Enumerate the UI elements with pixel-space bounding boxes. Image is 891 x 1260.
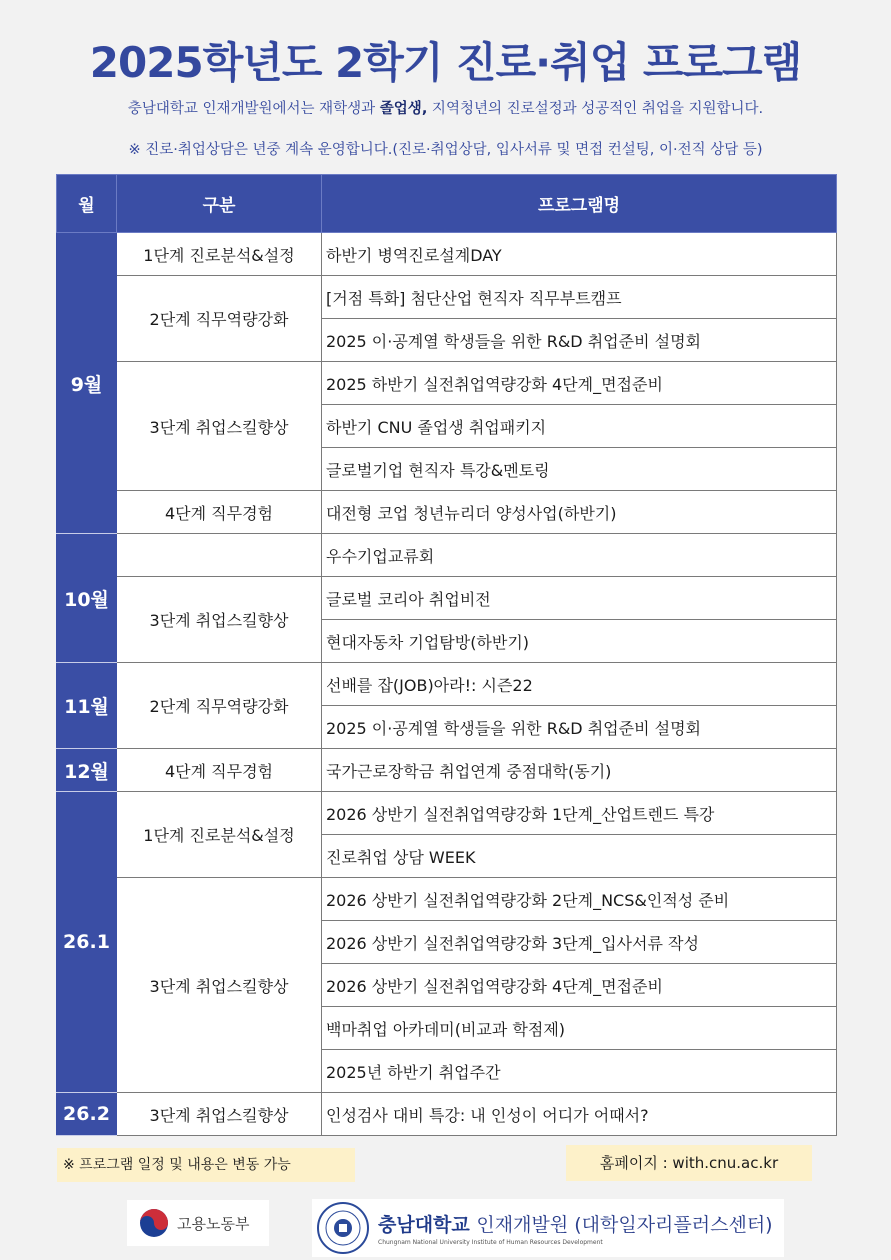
table-row [57,491,837,534]
table-row [57,362,837,405]
stage-cell: 1단계 진로분석&설정 [117,233,322,276]
program-cell: 하반기 CNU 졸업생 취업패키지 [322,405,837,448]
table-row [57,276,837,319]
month-cell: 12월 [57,749,117,792]
program-cell: 2026 상반기 실전취업역량강화 1단계_산업트렌드 특강 [322,792,837,835]
table-row [57,233,837,276]
program-cell: 2026 상반기 실전취업역량강화 4단계_면접준비 [322,964,837,1007]
cnu-name: 충남대학교 [378,1214,470,1236]
header-program: 프로그램명 [322,175,837,233]
month-cell: 9월 [57,233,117,534]
stage-cell: 3단계 취업스킬향상 [117,878,322,1093]
program-cell: 진로취업 상담 WEEK [322,835,837,878]
stage-cell-empty [117,534,322,577]
program-cell: 대전형 코업 청년뉴리더 양성사업(하반기) [322,491,837,534]
program-table [56,174,837,1136]
month-cell: 11월 [57,663,117,749]
program-cell: 우수기업교류회 [322,534,837,577]
program-cell: 2025 이·공계열 학생들을 위한 R&D 취업준비 설명회 [322,706,837,749]
program-cell: 선배를 잡(JOB)아라!: 시즌22 [322,663,837,706]
stage-cell: 4단계 직무경험 [117,749,322,792]
cnu-english-name [378,1239,773,1246]
program-cell: 글로벌 코리아 취업비전 [322,577,837,620]
cnu-english-univ: Chungnam National University [378,1239,470,1246]
subtitle-text-post: 지역청년의 진로설정과 성공적인 취업을 지원합니다. [427,101,764,117]
cnu-dept: 인재개발원 (대학일자리플러스센터) [476,1214,773,1236]
taegeuk-emblem-icon [139,1208,169,1238]
program-cell: 2026 상반기 실전취업역량강화 2단계_NCS&인적성 준비 [322,878,837,921]
moel-logo [127,1200,269,1246]
month-cell: 10월 [57,534,117,663]
program-cell: 2025 하반기 실전취업역량강화 4단계_면접준비 [322,362,837,405]
program-cell: 하반기 병역진로설계DAY [322,233,837,276]
subtitle-text-bold: 졸업생, [379,101,428,117]
program-cell: 백마취업 아카데미(비교과 학점제) [322,1007,837,1050]
stage-cell: 1단계 진로분석&설정 [117,792,322,878]
table-row [57,663,837,706]
cnu-english-dept: Institute of Human Resources Development [471,1239,603,1246]
program-cell: 2026 상반기 실전취업역량강화 3단계_입사서류 작성 [322,921,837,964]
table-row [57,792,837,835]
subtitle-text-pre: 충남대학교 인재개발원에서는 재학생과 [127,101,380,117]
table-row [57,534,837,577]
table-row [57,878,837,921]
table-row [57,1093,837,1136]
stage-cell: 4단계 직무경험 [117,491,322,534]
header-category: 구분 [117,175,322,233]
table-row [57,749,837,792]
page-title: 2025학년도 2학기 진로·취업 프로그램 [89,38,802,87]
stage-cell: 3단계 취업스킬향상 [117,362,322,491]
program-cell: [거점 특화] 첨단산업 현직자 직무부트캠프 [322,276,837,319]
table-header-row [57,175,837,233]
program-cell: 글로벌기업 현직자 특강&멘토링 [322,448,837,491]
program-cell: 현대자동차 기업탐방(하반기) [322,620,837,663]
program-cell: 2025년 하반기 취업주간 [322,1050,837,1093]
moel-name: 고용노동부 [177,1214,250,1233]
month-cell: 26.1 [57,792,117,1093]
month-cell: 26.2 [57,1093,117,1136]
header-month: 월 [57,175,117,233]
program-cell: 2025 이·공계열 학생들을 위한 R&D 취업준비 설명회 [322,319,837,362]
program-cell: 인성검사 대비 특강: 내 인성이 어디가 어때서? [322,1093,837,1136]
stage-cell: 3단계 취업스킬향상 [117,1093,322,1136]
cnu-wordmark [378,1210,773,1246]
counseling-notice: ※ 진로·취업상담은 년중 계속 운영합니다.(진로·취업상담, 입사서류 및 면접 컨설팅, 이·전직 상담 등) [128,142,763,158]
page-subtitle [0,97,891,118]
cnu-title [378,1210,773,1237]
cnu-logo [312,1199,784,1257]
stage-cell: 2단계 직무역량강화 [117,276,322,362]
table-row [57,577,837,620]
homepage-link[interactable]: 홈페이지 : with.cnu.ac.kr [566,1145,812,1181]
stage-cell: 3단계 취업스킬향상 [117,577,322,663]
stage-cell: 2단계 직무역량강화 [117,663,322,749]
program-cell: 국가근로장학금 취업연계 중점대학(동기) [322,749,837,792]
cnu-seal-icon [316,1201,370,1255]
schedule-change-note: ※ 프로그램 일정 및 내용은 변동 가능 [57,1148,355,1182]
